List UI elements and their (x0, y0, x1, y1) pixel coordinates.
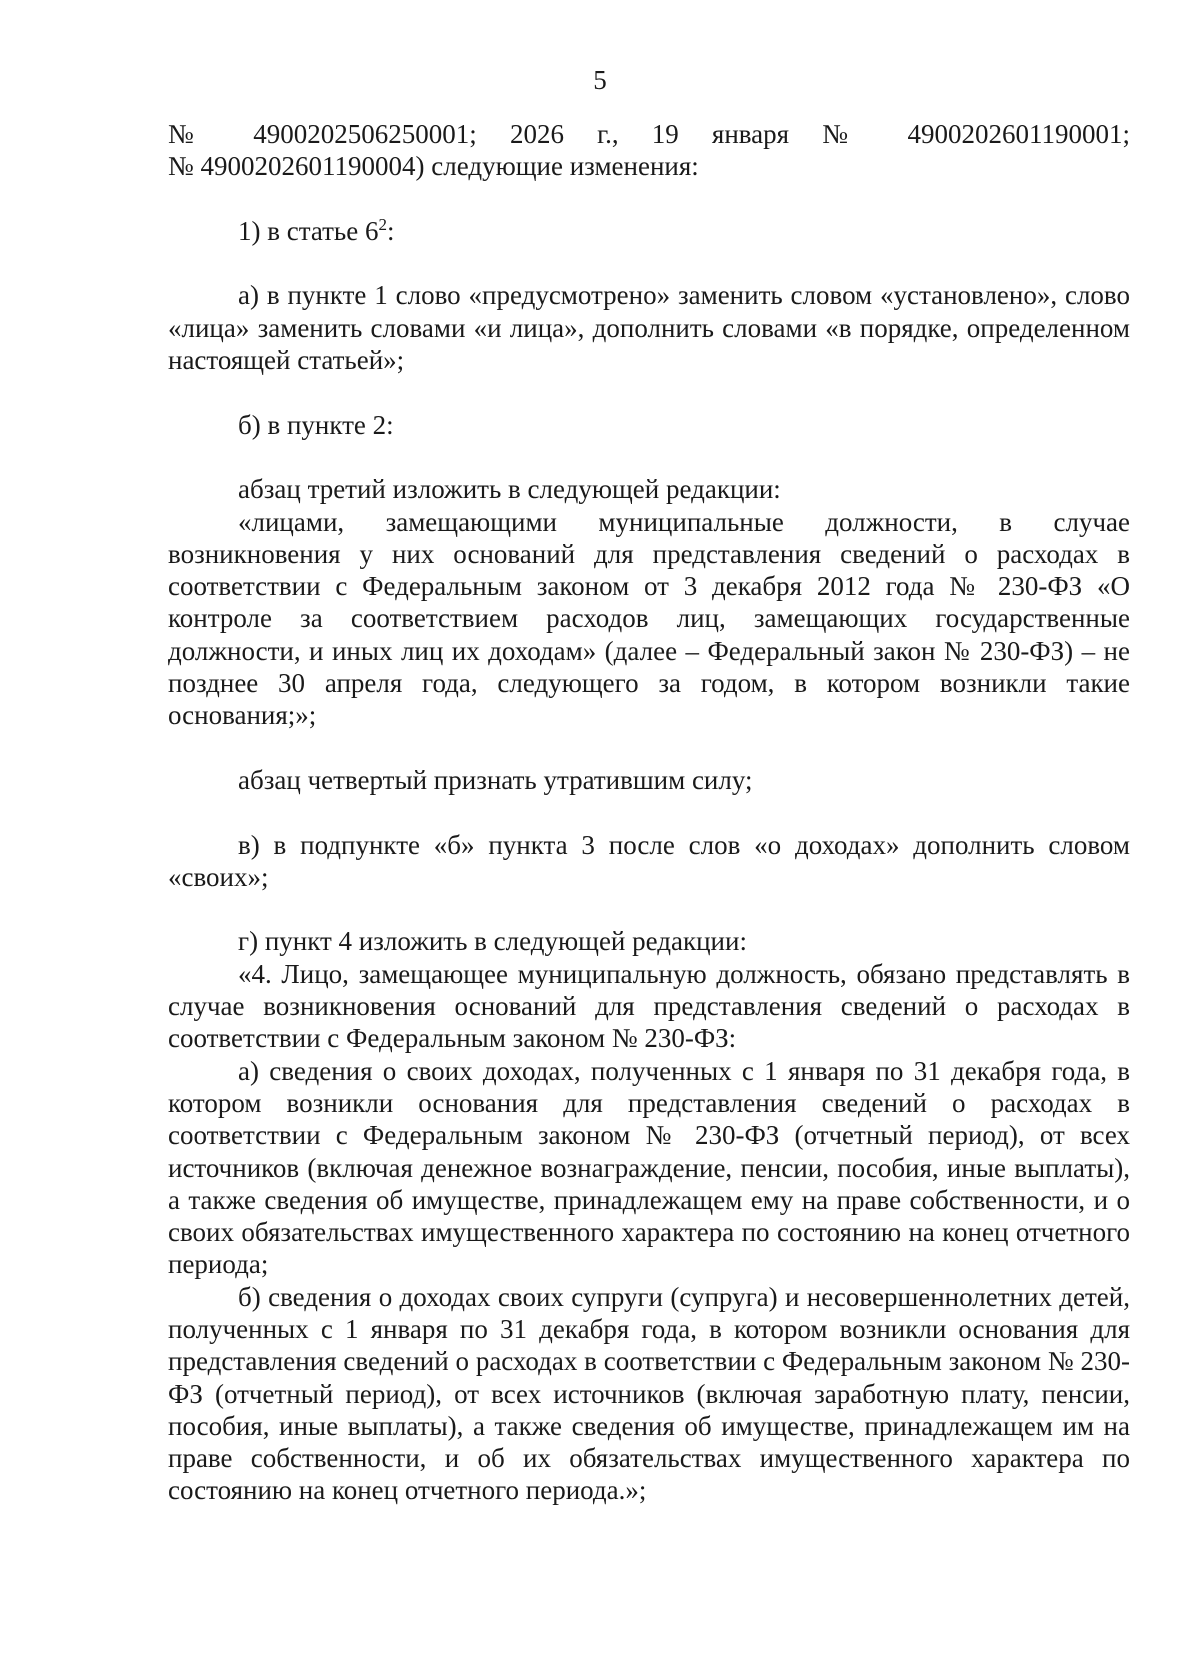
item-g: г) пункт 4 изложить в следующей редакции: (238, 926, 747, 957)
intro-line-2: № 4900202601190004) следующие изменения: (168, 151, 699, 182)
point-4-b: б) сведения о доходах своих супруги (супруга) и несовершеннолетних детей, полученных с 1 января по 31 декабря года, в котором возникли основания для представления сведений о расходах в соответствии с Федеральным законом № 230-ФЗ (отчетный период), от всех источников (включая заработную плату, пенсии, пособия, иные выплаты), а также сведения об имуществе, принадлежащем им на праве собственности, и об их обязательствах имущественного характера по состоянию на конец отчетного периода.»; (168, 1281, 1130, 1506)
point-4-intro: «4. Лицо, замещающее муниципальную должность, обязано представлять в случае возникновения оснований для представления сведений о расходах в соответствии с Федеральным законом № 230-ФЗ: (168, 958, 1130, 1054)
point-4-a: а) сведения о своих доходах, полученных с 1 января по 31 декабря года, в котором возникли основания для представления сведений о расходах в соответствии с Федеральным законом № 230-ФЗ (отчетный период), от всех источников (включая денежное вознаграждение, пенсии, пособия, иные выплаты), а также сведения об имуществе, принадлежащем ему на праве собственности, и о своих обязательствах имущественного характера по состоянию на конец отчетного периода; (168, 1055, 1130, 1280)
abzac-third-intro: абзац третий изложить в следующей редакции: (238, 474, 781, 505)
item-a: а) в пункте 1 слово «предусмотрено» заменить словом «установлено», слово «лица» заменить словами «и лица», дополнить словами «в порядке, определенном настоящей статьей»; (168, 280, 1130, 376)
item-b: б) в пункте 2: (238, 409, 394, 440)
abzac-fourth: абзац четвертый признать утратившим силу; (238, 764, 753, 795)
item-1 (168, 215, 1130, 247)
item-1-superscript: 2 (378, 214, 387, 234)
item-1-text: 1) в статье 6 (238, 215, 379, 246)
page-number: 5 (593, 65, 607, 95)
document-body (168, 118, 1130, 1507)
item-1-colon: : (386, 215, 395, 246)
abzac-third-text: «лицами, замещающими муниципальные должности, в случае возникновения у них оснований для представления сведений о расходах в соответствии с Федеральным законом от 3 декабря 2012 года № 230-ФЗ «О контроле за соответствием расходов лиц, замещающих государственные должности, и иных лиц их доходам» (далее – Федеральный закон № 230-ФЗ) – не позднее 30 апреля года, следующего за годом, в котором возникли такие основания;»; (168, 506, 1130, 731)
item-v: в) в подпункте «б» пункта 3 после слов «о доходах» дополнить словом «своих»; (168, 829, 1130, 892)
intro-line-1: № 4900202506250001; 2026 г., 19 января № 4900202601190001; (168, 119, 1130, 149)
